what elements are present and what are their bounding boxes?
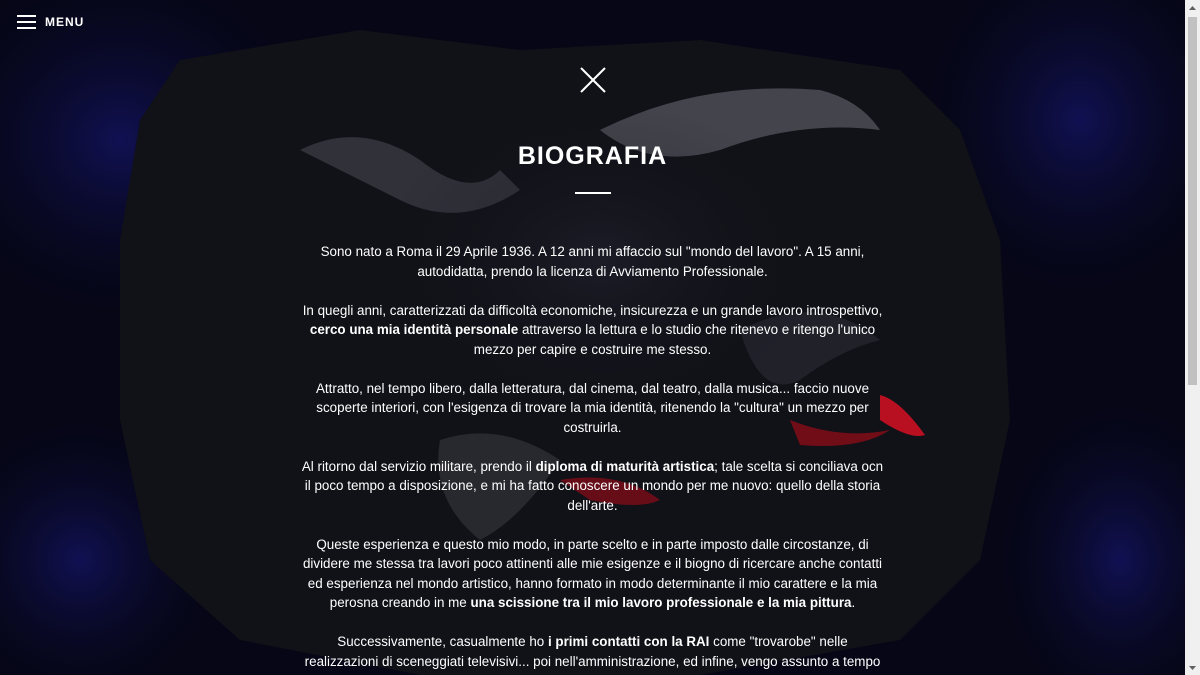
- bio-text: Attratto, nel tempo libero, dalla letteratura, dal cinema, dal teatro, dalla musica... faccio nuove scoperte interiori, con l'esigenza di trovare la mia identità, ritenendo la "cultura" un mezzo per costruirla.: [315, 380, 870, 435]
- bio-paragraph: [300, 535, 885, 613]
- menu-label: MENU: [45, 15, 85, 29]
- bio-paragraph: [300, 457, 885, 516]
- vertical-scrollbar[interactable]: [1185, 0, 1200, 675]
- biography-text: [300, 242, 885, 671]
- bio-text: In quegli anni, caratterizzati da difficoltà economiche, insicurezza e un grande lavoro introspettivo,: [302, 302, 883, 318]
- title-divider: [575, 192, 611, 194]
- bio-text: attraverso la lettura e lo studio che ritenevo e ritengo l'unico mezzo per capire e costruire me stesso.: [473, 322, 876, 357]
- hamburger-icon: [17, 15, 36, 29]
- bio-text: come "trovarobe" nelle realizzazioni di sceneggiati televisivi... poi nell'amministrazione, ed infine, vengo assunto a tempo: [304, 634, 881, 669]
- biography-content: [300, 140, 885, 675]
- scrollbar-thumb[interactable]: [1188, 17, 1197, 385]
- bio-text: ; tale scelta si conciliava ocn il poco tempo a disposizione, e mi ha fatto conoscere un mondo per me nuovo: quello della storia dell'arte.: [304, 458, 884, 513]
- bio-text: Al ritorno dal servizio militare, prendo il: [301, 458, 536, 474]
- bio-highlight: i primi contatti con la RAI: [547, 634, 710, 649]
- bio-highlight: una scissione tra il mio lavoro professionale e la mia pittura: [470, 595, 852, 610]
- page-title: BIOGRAFIA: [517, 142, 668, 170]
- scroll-down-arrow-icon[interactable]: [1185, 660, 1200, 675]
- bio-paragraph: [300, 242, 885, 281]
- bio-text: .: [851, 595, 856, 610]
- bio-text: Successivamente, casualmente ho: [337, 634, 548, 649]
- close-icon[interactable]: [579, 66, 607, 94]
- scroll-up-arrow-icon[interactable]: [1185, 0, 1200, 15]
- bio-text: Sono nato a Roma il 29 Aprile 1936. A 12 anni mi affaccio sul "mondo del lavoro". A 15 anni, autodidatta, prendo la licenza di Avviamento Professionale.: [320, 244, 865, 279]
- bio-text: Queste esperienza e questo mio modo, in parte scelto e in parte imposto dalle circostanze, di dividere me stessa tra lavori poco attinenti alle mie esigenze e il biogno di ricercare anche contatti ed esperienza nel mondo artistico, hanno formato in modo determinante il mio carattere e la mia perosna creando in me: [302, 536, 883, 610]
- bio-paragraph: [300, 632, 885, 671]
- bio-highlight: diploma di maturità artistica: [535, 458, 715, 474]
- menu-button[interactable]: [17, 15, 84, 29]
- bio-paragraph: [300, 379, 885, 438]
- bio-paragraph: [300, 301, 885, 360]
- bio-highlight: cerco una mia identità personale: [309, 322, 519, 337]
